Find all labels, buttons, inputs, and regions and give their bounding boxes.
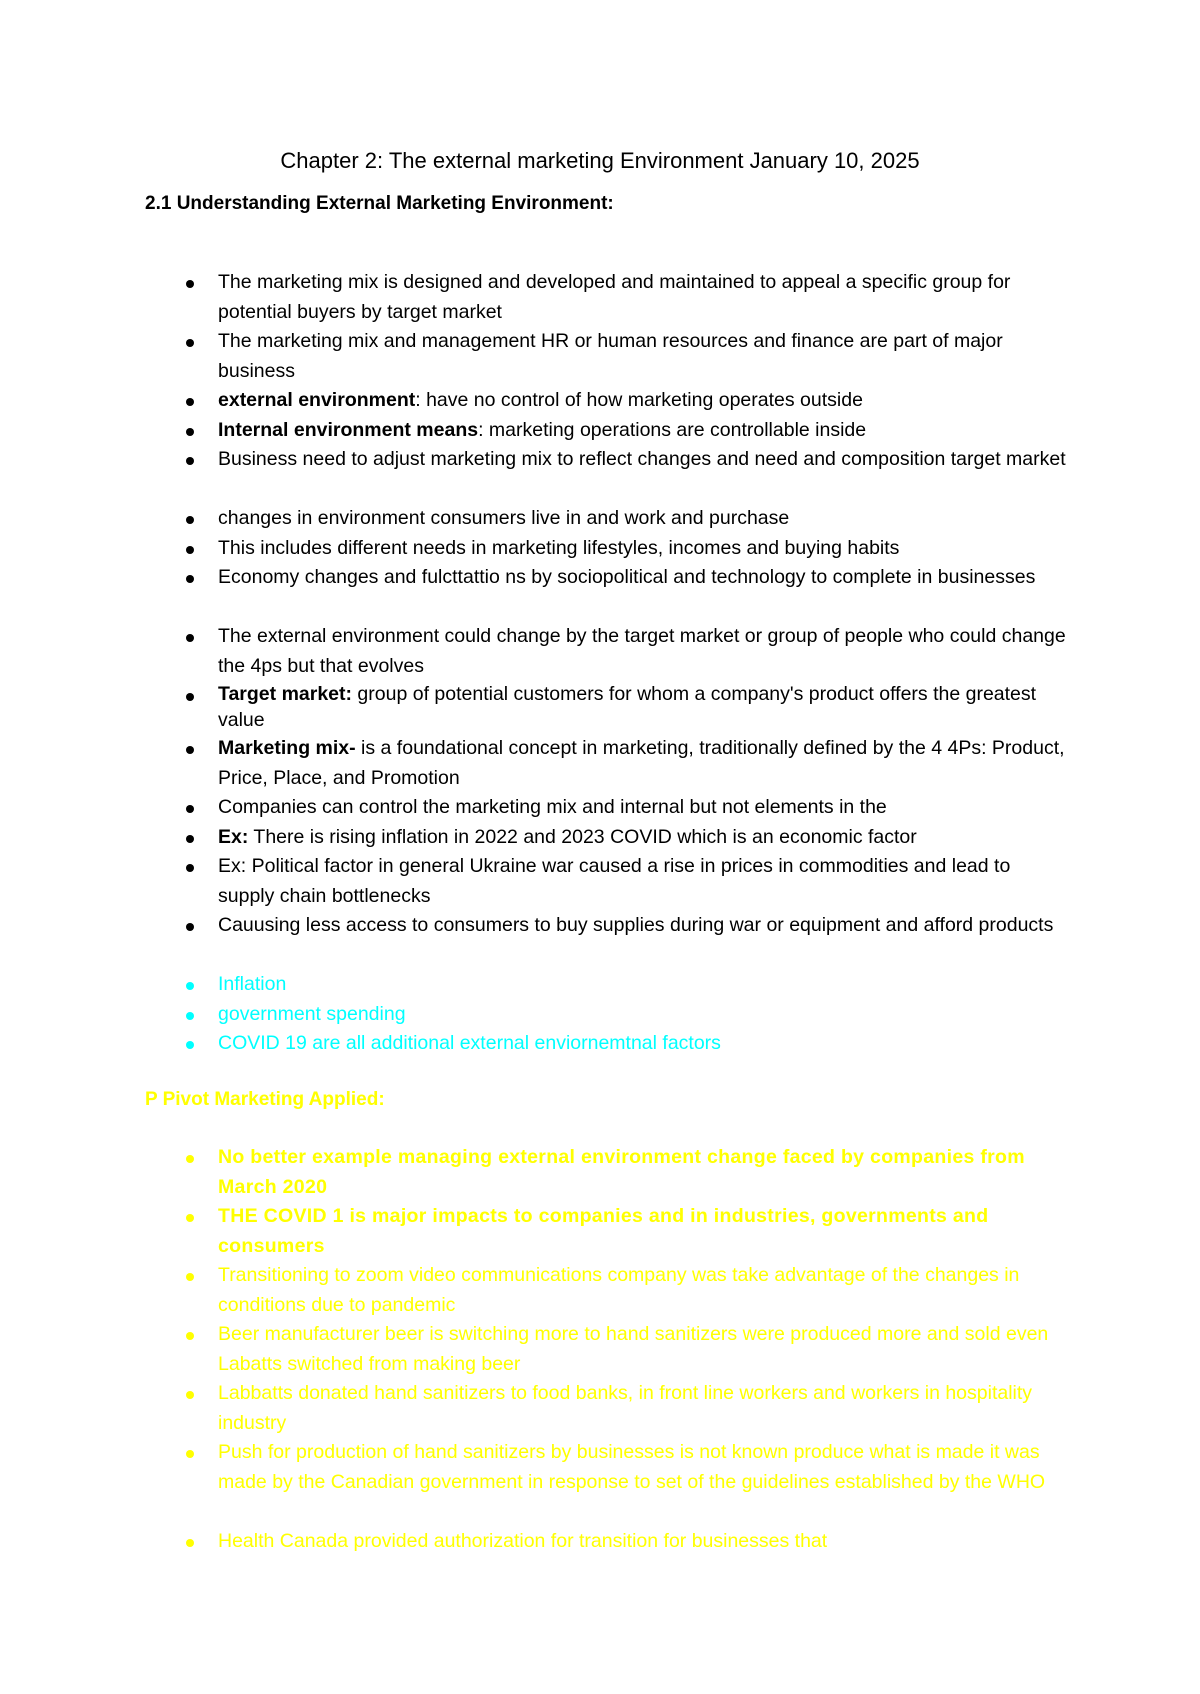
list-item: Transitioning to zoom video communications company was take advantage of the changes in conditions due to pandemic — [0, 1261, 1070, 1320]
bullet-icon — [186, 835, 194, 843]
list-item: Ex: Political factor in general Ukraine war caused a rise in prices in commodities and lead to supply chain bottlenecks — [0, 852, 1070, 911]
list-item: Inflation — [0, 970, 1070, 1000]
bullet-icon — [186, 634, 194, 642]
bullet-icon — [186, 1012, 194, 1020]
list-item: Cauusing less access to consumers to buy supplies during war or equipment and afford products — [0, 911, 1070, 970]
list-item: The marketing mix and management HR or human resources and finance are part of major business — [0, 327, 1070, 386]
bullet-icon — [186, 280, 194, 288]
list-item: This includes different needs in marketing lifestyles, incomes and buying habits — [0, 534, 1070, 564]
list-item: THE COVID 1 is major impacts to companies and in industries, governments and consumers — [0, 1202, 1070, 1261]
list-item: Companies can control the marketing mix and internal but not elements in the — [0, 793, 1070, 823]
bullet-icon — [186, 516, 194, 524]
bullet-icon — [186, 428, 194, 436]
bullet-icon — [186, 1539, 194, 1547]
section1-bullet-list — [0, 268, 1200, 1059]
bullet-icon — [186, 923, 194, 931]
list-item: external environment: have no control of how marketing operates outside — [0, 386, 1070, 416]
list-item: Economy changes and fulcttattio ns by sociopolitical and technology to complete in businesses — [0, 563, 1070, 622]
list-item: Marketing mix- is a foundational concept in marketing, traditionally defined by the 4 4Ps: Product, Price, Place, and Promotion — [0, 734, 1070, 793]
list-item: Push for production of hand sanitizers by businesses is not known produce what is made it was made by the Canadian government in response to set of the guidelines established by the WHO — [0, 1438, 1070, 1527]
list-item: Beer manufacturer beer is switching more to hand sanitizers were produced more and sold even Labatts switched from making beer — [0, 1320, 1070, 1379]
bullet-icon — [186, 339, 194, 347]
list-item: government spending — [0, 1000, 1070, 1030]
list-item: Health Canada provided authorization for transition for businesses that — [0, 1527, 1070, 1557]
bullet-icon — [186, 398, 194, 406]
section-heading-understanding: 2.1 Understanding External Marketing Environment: — [145, 193, 614, 214]
document-title: Chapter 2: The external marketing Environment January 10, 2025 — [280, 148, 920, 173]
list-item: COVID 19 are all additional external enviornemtnal factors — [0, 1029, 1070, 1059]
list-item: No better example managing external environment change faced by companies from March 2020 — [0, 1143, 1070, 1202]
bullet-icon — [186, 546, 194, 554]
bullet-icon — [186, 864, 194, 872]
list-item: The external environment could change by the target market or group of people who could change the 4ps but that evolves — [0, 622, 1070, 681]
list-item: Labbatts donated hand sanitizers to food banks, in front line workers and workers in hospitality industry — [0, 1379, 1070, 1438]
bullet-icon — [186, 1391, 194, 1399]
bullet-icon — [186, 1041, 194, 1049]
bullet-icon — [186, 457, 194, 465]
section2-bullet-list — [0, 1143, 1200, 1557]
list-item: Ex: There is rising inflation in 2022 and 2023 COVID which is an economic factor — [0, 823, 1070, 853]
section-heading-pivot-marketing: P Pivot Marketing Applied: — [145, 1089, 385, 1110]
bullet-icon — [186, 1155, 194, 1163]
bullet-icon — [186, 575, 194, 583]
list-item: changes in environment consumers live in and work and purchase — [0, 504, 1070, 534]
bullet-icon — [186, 1450, 194, 1458]
bullet-icon — [186, 1273, 194, 1281]
list-item: Internal environment means: marketing operations are controllable inside — [0, 416, 1070, 446]
bullet-icon — [186, 1332, 194, 1340]
bullet-icon — [186, 746, 194, 754]
list-item: Target market: group of potential customers for whom a company's product offers the greatest value — [0, 681, 1070, 734]
bullet-icon — [186, 982, 194, 990]
bullet-icon — [186, 693, 194, 701]
bullet-icon — [186, 1214, 194, 1222]
list-item: The marketing mix is designed and developed and maintained to appeal a specific group for potential buyers by target market — [0, 268, 1070, 327]
bullet-icon — [186, 805, 194, 813]
list-item: Business need to adjust marketing mix to reflect changes and need and composition target market — [0, 445, 1070, 504]
